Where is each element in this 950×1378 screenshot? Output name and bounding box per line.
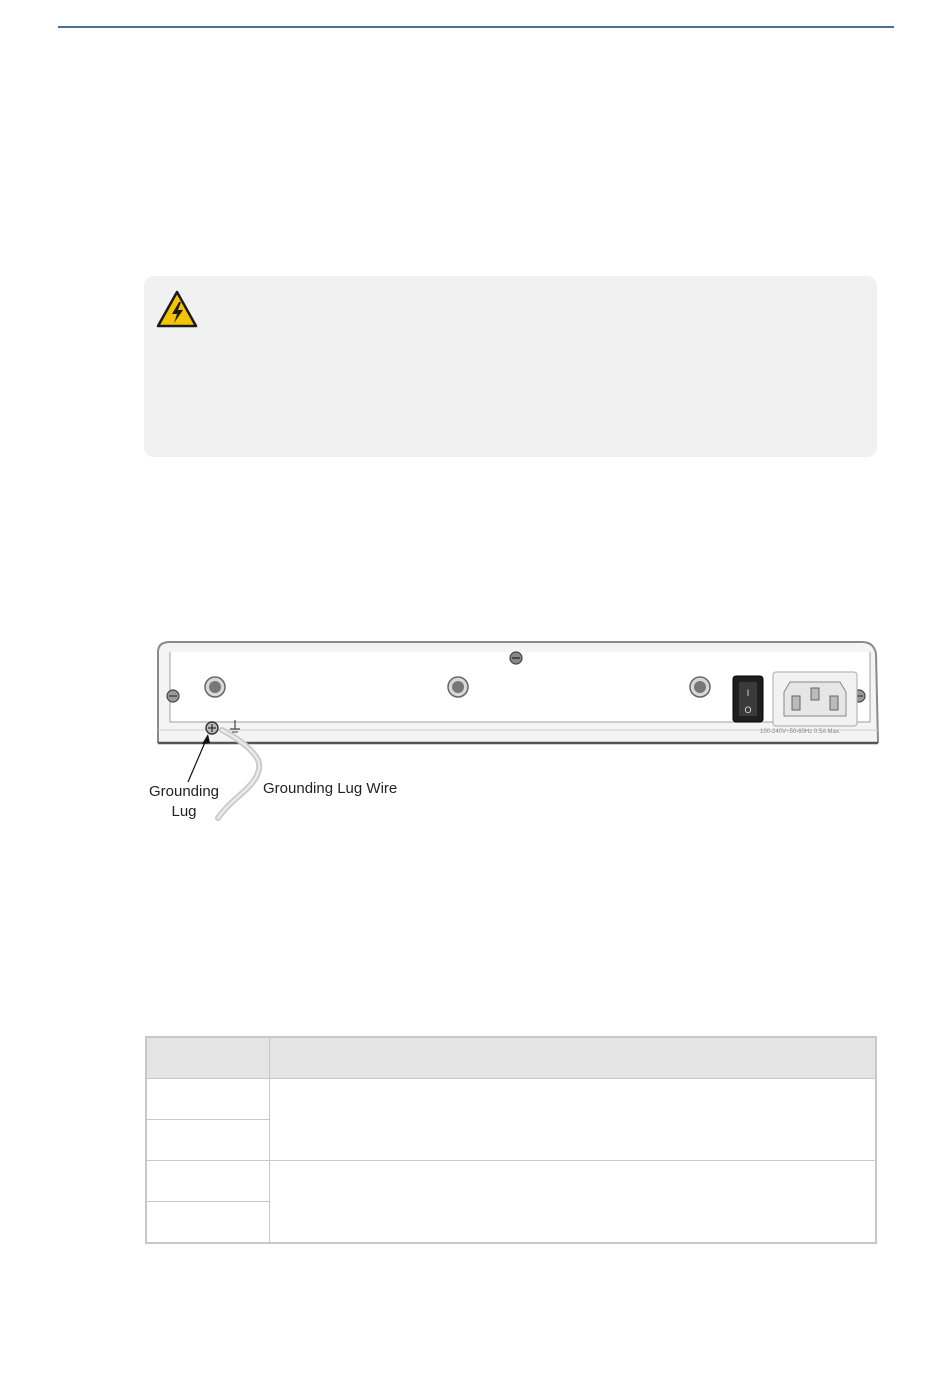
rear-panel-figure — [140, 630, 885, 830]
electrical-hazard-warning-icon — [156, 290, 198, 328]
warning-note-box — [144, 276, 877, 457]
table-row — [146, 1079, 876, 1120]
table-cell — [146, 1202, 270, 1244]
table-header-row — [146, 1037, 876, 1079]
grounding-lug-callout: Grounding Lug — [148, 783, 220, 820]
table-header-cell — [270, 1037, 877, 1079]
description-table — [145, 1036, 877, 1244]
table-cell — [146, 1161, 270, 1202]
table-cell — [146, 1120, 270, 1161]
power-rating-label: 100-240V~50-60Hz 0.5A Max. — [760, 729, 841, 735]
table-cell — [270, 1079, 877, 1161]
table-cell — [146, 1079, 270, 1120]
table-cell — [270, 1161, 877, 1244]
switch-on-mark: I — [746, 688, 750, 698]
table-row — [146, 1161, 876, 1202]
switch-off-mark: O — [744, 705, 752, 715]
header-rule — [58, 26, 894, 28]
grounding-lug-wire-callout: Grounding Lug Wire — [263, 780, 398, 797]
table-header-cell — [146, 1037, 270, 1079]
